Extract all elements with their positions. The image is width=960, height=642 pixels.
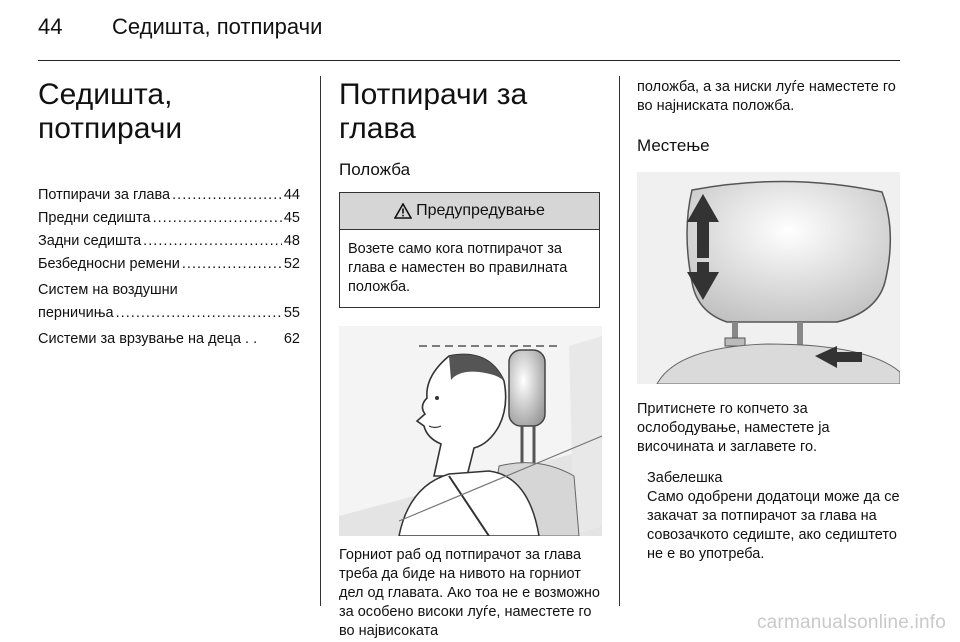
section-heading: Потпирачи за глава xyxy=(339,78,528,145)
toc-entry[interactable]: Задни седишта . . . 48 xyxy=(38,230,300,253)
adjust-column xyxy=(637,78,900,564)
chapter-heading: Седишта, потпирачи xyxy=(38,78,183,145)
adjust-paragraph: Притиснете го копчето за ослободување, наместете ја височината и заглавете го. xyxy=(637,401,830,455)
toc-entry[interactable]: Систем на воздушни перничиња . . . 55 xyxy=(38,279,300,325)
page-number: 44 xyxy=(38,14,63,39)
toc-entry[interactable]: Потпирачи за глава . . . 44 xyxy=(38,184,300,207)
warning-text: Возете само кога потпирачот за глава е наместен во правилната положба. xyxy=(348,241,568,295)
warning-triangle-icon xyxy=(394,203,412,219)
warning-box xyxy=(339,192,600,308)
warning-header xyxy=(340,193,599,230)
headrest-adjust-illustration xyxy=(637,172,900,384)
table-of-contents xyxy=(38,184,300,351)
note-block xyxy=(647,469,900,564)
headrest-column xyxy=(339,78,602,641)
subheading-position: Положба xyxy=(339,160,411,179)
header-title: Седишта, потпирачи xyxy=(112,14,323,39)
watermark: carmanualsonline.info xyxy=(756,612,946,633)
toc-entry[interactable]: Предни седишта . . . 45 xyxy=(38,207,300,230)
position-paragraph-continued: положба, а за ниски луѓе наместете го во најниската положба. xyxy=(637,79,896,114)
warning-title: Предупредување xyxy=(416,202,545,219)
note-text: Само одобрени додатоци може да се закачат за потпирачот за глава на совозачкото седиште, ако седиштето не е во употреба. xyxy=(647,489,900,562)
toc-column xyxy=(38,78,300,351)
note-title: Забелешка xyxy=(647,470,723,486)
toc-entry[interactable]: Системи за врзување на деца . . 62 xyxy=(38,331,300,347)
subheading-adjustment: Местење xyxy=(637,136,710,155)
column-divider-2 xyxy=(619,76,620,606)
column-divider-1 xyxy=(320,76,321,606)
toc-entry[interactable]: Безбедносни ремени . . . 52 xyxy=(38,253,300,276)
header-rule xyxy=(38,60,900,61)
position-paragraph: Горниот раб од потпирачот за глава треба да биде на нивото на горниот дел од главата. Ако тоа не е возможно за особено високи луѓе, наместете го во највисоката xyxy=(339,547,600,639)
head-position-illustration xyxy=(339,326,602,536)
